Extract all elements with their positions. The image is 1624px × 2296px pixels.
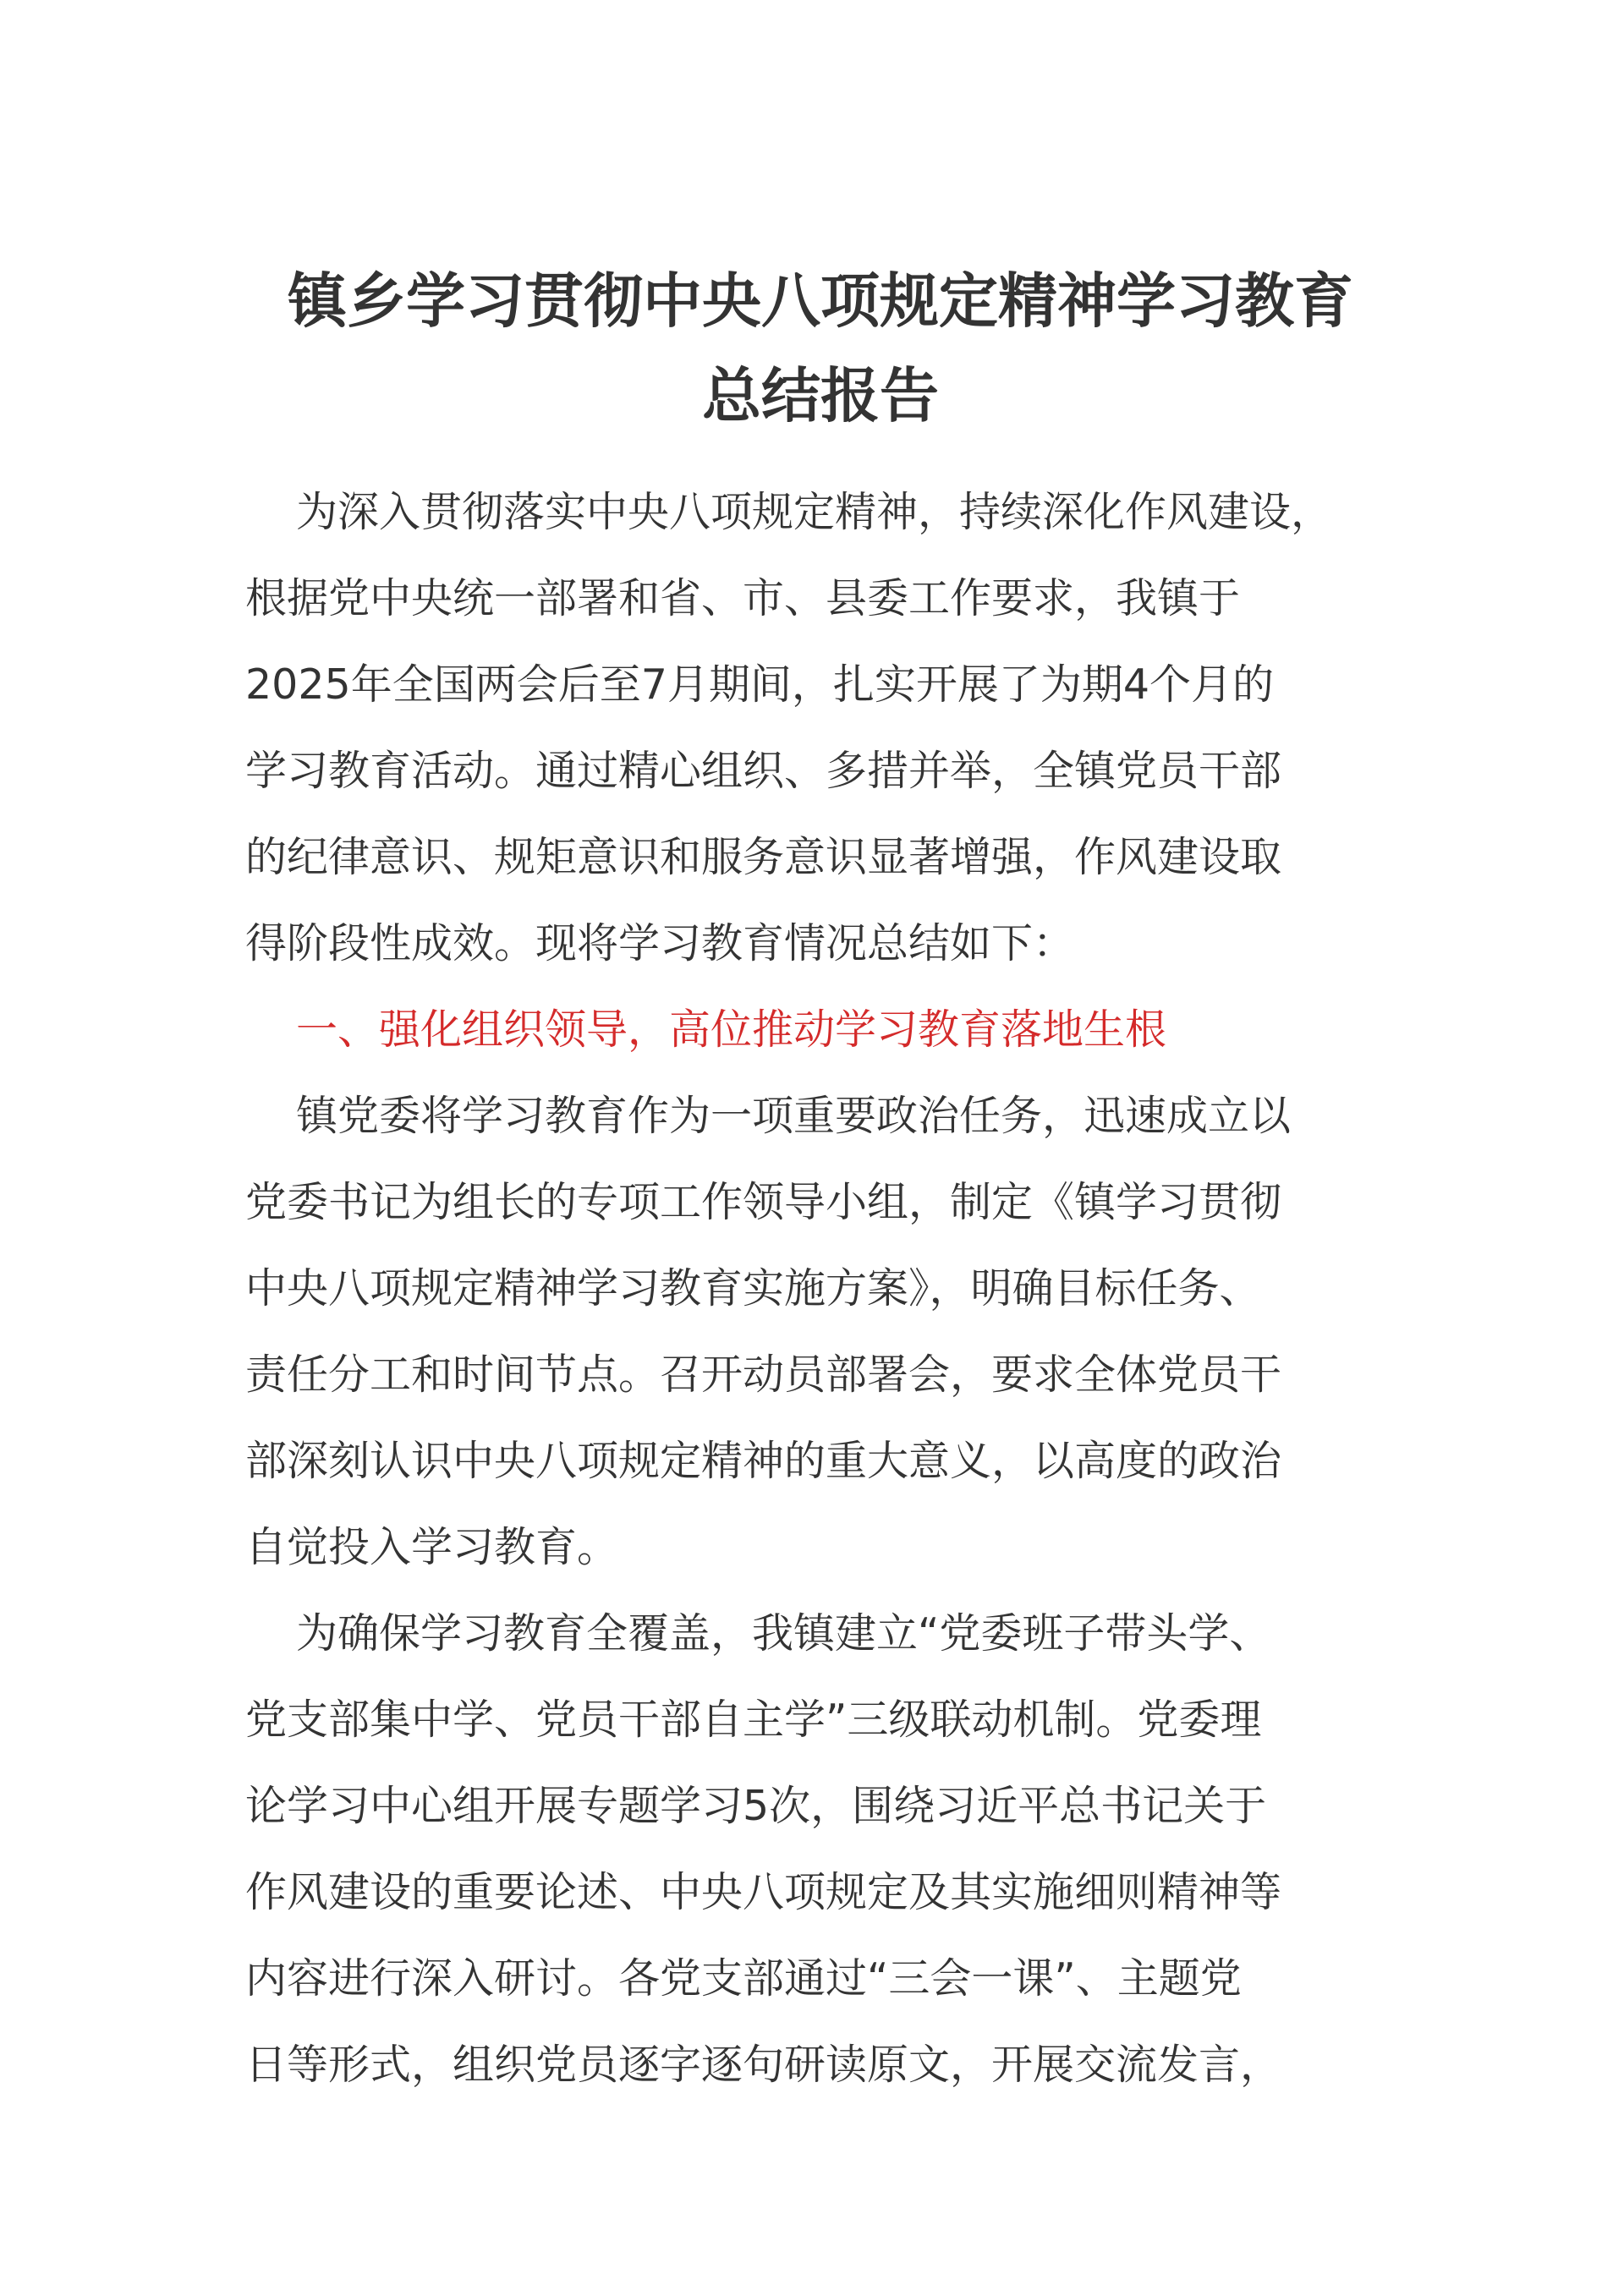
paragraph-line: 的纪律意识、规矩意识和服务意识显著增强，作风建设取 [245,833,1282,881]
paragraph-line: 为深入贯彻落实中央八项规定精神，持续深化作风建设， [296,488,1333,536]
paragraph-line: 学习教育活动。通过精心组织、多措并举，全镇党员干部 [245,747,1282,795]
section-heading-1 [245,987,1396,1073]
paragraph-line: 得阶段性成效。现将学习教育情况总结如下： [245,919,1075,967]
paragraph-line: 为确保学习教育全覆盖，我镇建立“党委班子带头学、 [296,1609,1271,1658]
paragraph-line: 根据党中央统一部署和省、市、县委工作要求，我镇于 [245,574,1241,622]
document-body [245,469,1396,2108]
paragraph-line: 责任分工和时间节点。召开动员部署会，要求全体党员干 [245,1351,1282,1399]
paragraph-line: 自觉投入学习教育。 [245,1523,619,1571]
document-title [245,254,1396,443]
paragraph-line: 镇党委将学习教育作为一项重要政治任务，迅速成立以 [296,1092,1292,1140]
paragraph-line: 部深刻认识中央八项规定精神的重大意义，以高度的政治 [245,1437,1282,1485]
paragraph-coverage [245,1591,1396,2108]
paragraph-leadership [245,1073,1396,1591]
paragraph-line: 党委书记为组长的专项工作领导小组，制定《镇学习贯彻 [245,1178,1282,1226]
paragraph-line: 日等形式，组织党员逐字逐句研读原文，开展交流发言， [245,2041,1282,2089]
paragraph-line: 内容进行深入研讨。各党支部通过“三会一课”、主题党 [245,1954,1242,2003]
title-line-1: 镇乡学习贯彻中央八项规定精神学习教育 [288,266,1353,336]
section-heading-text: 一、强化组织领导，高位推动学习教育落地生根 [296,1006,1167,1054]
paragraph-line: 论学习中心组开展专题学习5次，围绕习近平总书记关于 [245,1782,1267,1830]
paragraph-line: 作风建设的重要论述、中央八项规定及其实施细则精神等 [245,1868,1282,1916]
paragraph-line: 中央八项规定精神学习教育实施方案》，明确目标任务、 [245,1264,1261,1312]
paragraph-line: 党支部集中学、党员干部自主学”三级联动机制。党委理 [245,1696,1262,1744]
paragraph-intro [245,469,1396,987]
paragraph-line: 2025年全国两会后至7月期间，扎实开展了为期4个月的 [245,660,1275,709]
title-line-2: 总结报告 [702,361,939,430]
